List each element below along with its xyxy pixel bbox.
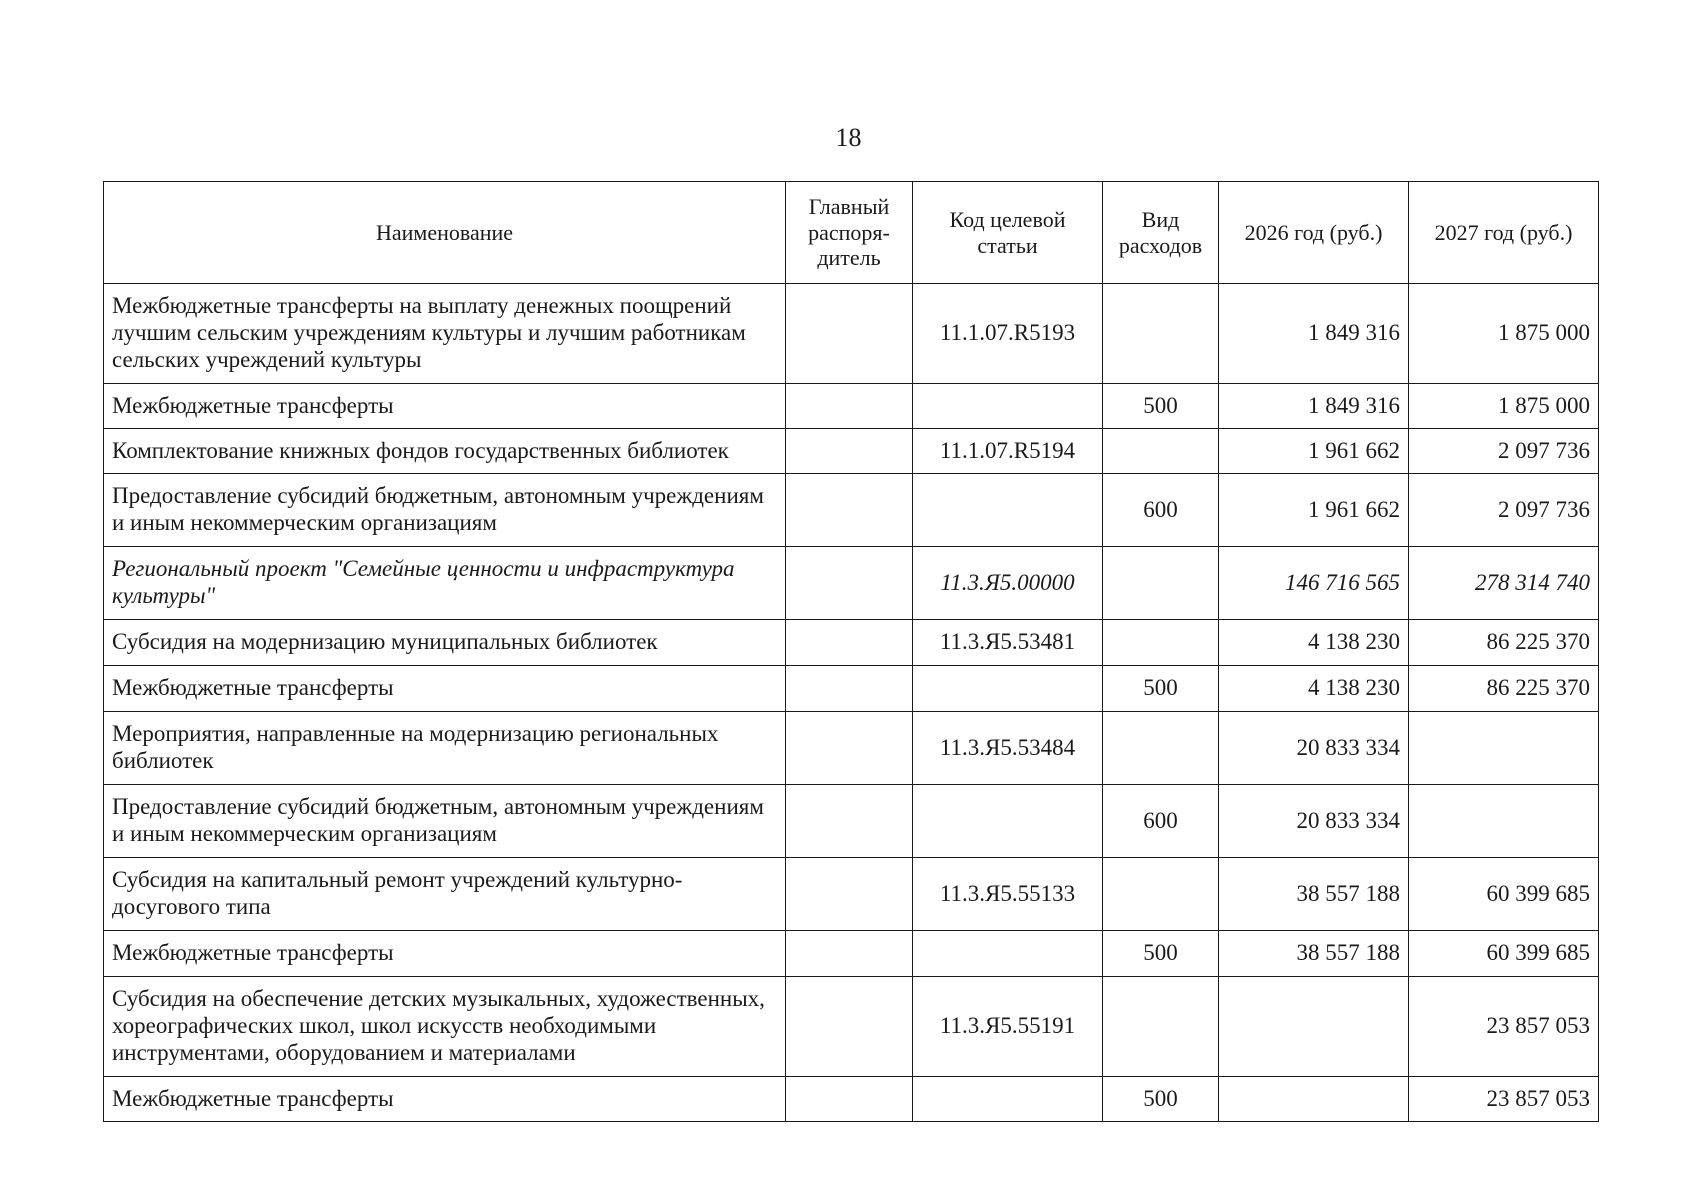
cell-manager xyxy=(786,931,913,977)
header-code: Код целевой статьи xyxy=(913,182,1103,284)
table-row xyxy=(104,785,1599,858)
cell-type xyxy=(1103,620,1219,666)
table-row xyxy=(104,384,1599,429)
table-row xyxy=(104,977,1599,1077)
cell-type xyxy=(1103,547,1219,620)
table-row xyxy=(104,1077,1599,1122)
cell-manager xyxy=(786,384,913,429)
cell-manager xyxy=(786,666,913,712)
table-row xyxy=(104,858,1599,931)
table-row xyxy=(104,620,1599,666)
cell-2026 xyxy=(1219,1077,1409,1122)
cell-type: 500 xyxy=(1103,666,1219,712)
cell-type xyxy=(1103,712,1219,785)
cell-2026: 20 833 334 xyxy=(1219,785,1409,858)
cell-manager xyxy=(786,858,913,931)
header-name: Наименование xyxy=(104,182,786,284)
cell-type: 600 xyxy=(1103,785,1219,858)
table-row xyxy=(104,284,1599,384)
header-type: Вид расходов xyxy=(1103,182,1219,284)
table-row xyxy=(104,666,1599,712)
cell-type xyxy=(1103,977,1219,1077)
cell-code xyxy=(913,666,1103,712)
cell-name: Мероприятия, направленные на модернизацию региональных библиотек xyxy=(104,712,786,785)
cell-2027: 2 097 736 xyxy=(1409,474,1599,547)
header-2026: 2026 год (руб.) xyxy=(1219,182,1409,284)
cell-2027: 23 857 053 xyxy=(1409,977,1599,1077)
cell-name: Субсидия на обеспечение детских музыкальных, художественных, хореографических школ, школ искусств необходимыми инструментами, оборудованием и материалами xyxy=(104,977,786,1077)
cell-manager xyxy=(786,429,913,474)
cell-type xyxy=(1103,858,1219,931)
table-row xyxy=(104,429,1599,474)
cell-manager xyxy=(786,712,913,785)
page-number: 18 xyxy=(835,123,862,152)
table-header-row xyxy=(104,182,1599,284)
header-manager: Главный распоря-дитель xyxy=(786,182,913,284)
cell-manager xyxy=(786,620,913,666)
cell-type: 500 xyxy=(1103,931,1219,977)
cell-code xyxy=(913,474,1103,547)
cell-2027: 23 857 053 xyxy=(1409,1077,1599,1122)
cell-name: Субсидия на модернизацию муниципальных библиотек xyxy=(104,620,786,666)
cell-manager xyxy=(786,474,913,547)
cell-2026: 38 557 188 xyxy=(1219,858,1409,931)
cell-type xyxy=(1103,284,1219,384)
cell-name: Комплектование книжных фондов государственных библиотек xyxy=(104,429,786,474)
cell-2026: 38 557 188 xyxy=(1219,931,1409,977)
cell-2026: 20 833 334 xyxy=(1219,712,1409,785)
table-row-regional-project xyxy=(104,547,1599,620)
cell-name: Региональный проект "Семейные ценности и инфраструктура культуры" xyxy=(104,547,786,620)
cell-name: Предоставление субсидий бюджетным, автономным учреждениям и иным некоммерческим организациям xyxy=(104,474,786,547)
cell-2027: 2 097 736 xyxy=(1409,429,1599,474)
cell-code xyxy=(913,785,1103,858)
cell-2027: 86 225 370 xyxy=(1409,620,1599,666)
cell-2026: 1 849 316 xyxy=(1219,384,1409,429)
cell-manager xyxy=(786,547,913,620)
cell-code xyxy=(913,1077,1103,1122)
cell-code xyxy=(913,384,1103,429)
table-row xyxy=(104,474,1599,547)
header-2027: 2027 год (руб.) xyxy=(1409,182,1599,284)
table-row xyxy=(104,931,1599,977)
cell-2026: 4 138 230 xyxy=(1219,666,1409,712)
cell-code: 11.1.07.R5193 xyxy=(913,284,1103,384)
cell-type: 600 xyxy=(1103,474,1219,547)
cell-2027: 86 225 370 xyxy=(1409,666,1599,712)
cell-type: 500 xyxy=(1103,1077,1219,1122)
cell-2026: 146 716 565 xyxy=(1219,547,1409,620)
cell-2026: 1 961 662 xyxy=(1219,474,1409,547)
cell-name: Предоставление субсидий бюджетным, автономным учреждениям и иным некоммерческим организациям xyxy=(104,785,786,858)
cell-2027: 278 314 740 xyxy=(1409,547,1599,620)
cell-manager xyxy=(786,785,913,858)
table-row xyxy=(104,712,1599,785)
cell-type: 500 xyxy=(1103,384,1219,429)
budget-table xyxy=(103,181,1599,1122)
cell-2027: 1 875 000 xyxy=(1409,284,1599,384)
cell-manager xyxy=(786,1077,913,1122)
cell-2027 xyxy=(1409,712,1599,785)
cell-2027: 1 875 000 xyxy=(1409,384,1599,429)
cell-code xyxy=(913,931,1103,977)
cell-manager xyxy=(786,284,913,384)
cell-manager xyxy=(786,977,913,1077)
cell-name: Межбюджетные трансферты xyxy=(104,931,786,977)
cell-name: Межбюджетные трансферты xyxy=(104,666,786,712)
cell-2027 xyxy=(1409,785,1599,858)
cell-2027: 60 399 685 xyxy=(1409,858,1599,931)
cell-2027: 60 399 685 xyxy=(1409,931,1599,977)
cell-name: Межбюджетные трансферты xyxy=(104,384,786,429)
cell-code: 11.1.07.R5194 xyxy=(913,429,1103,474)
cell-2026: 4 138 230 xyxy=(1219,620,1409,666)
cell-code: 11.3.Я5.55191 xyxy=(913,977,1103,1077)
cell-code: 11.3.Я5.00000 xyxy=(913,547,1103,620)
cell-name: Межбюджетные трансферты на выплату денежных поощрений лучшим сельским учреждениям культуры и лучшим работникам сельских учреждений культуры xyxy=(104,284,786,384)
cell-code: 11.3.Я5.53481 xyxy=(913,620,1103,666)
cell-type xyxy=(1103,429,1219,474)
cell-2026: 1 961 662 xyxy=(1219,429,1409,474)
cell-code: 11.3.Я5.53484 xyxy=(913,712,1103,785)
cell-code: 11.3.Я5.55133 xyxy=(913,858,1103,931)
cell-2026: 1 849 316 xyxy=(1219,284,1409,384)
cell-2026 xyxy=(1219,977,1409,1077)
cell-name: Субсидия на капитальный ремонт учреждений культурно-досугового типа xyxy=(104,858,786,931)
cell-name: Межбюджетные трансферты xyxy=(104,1077,786,1122)
